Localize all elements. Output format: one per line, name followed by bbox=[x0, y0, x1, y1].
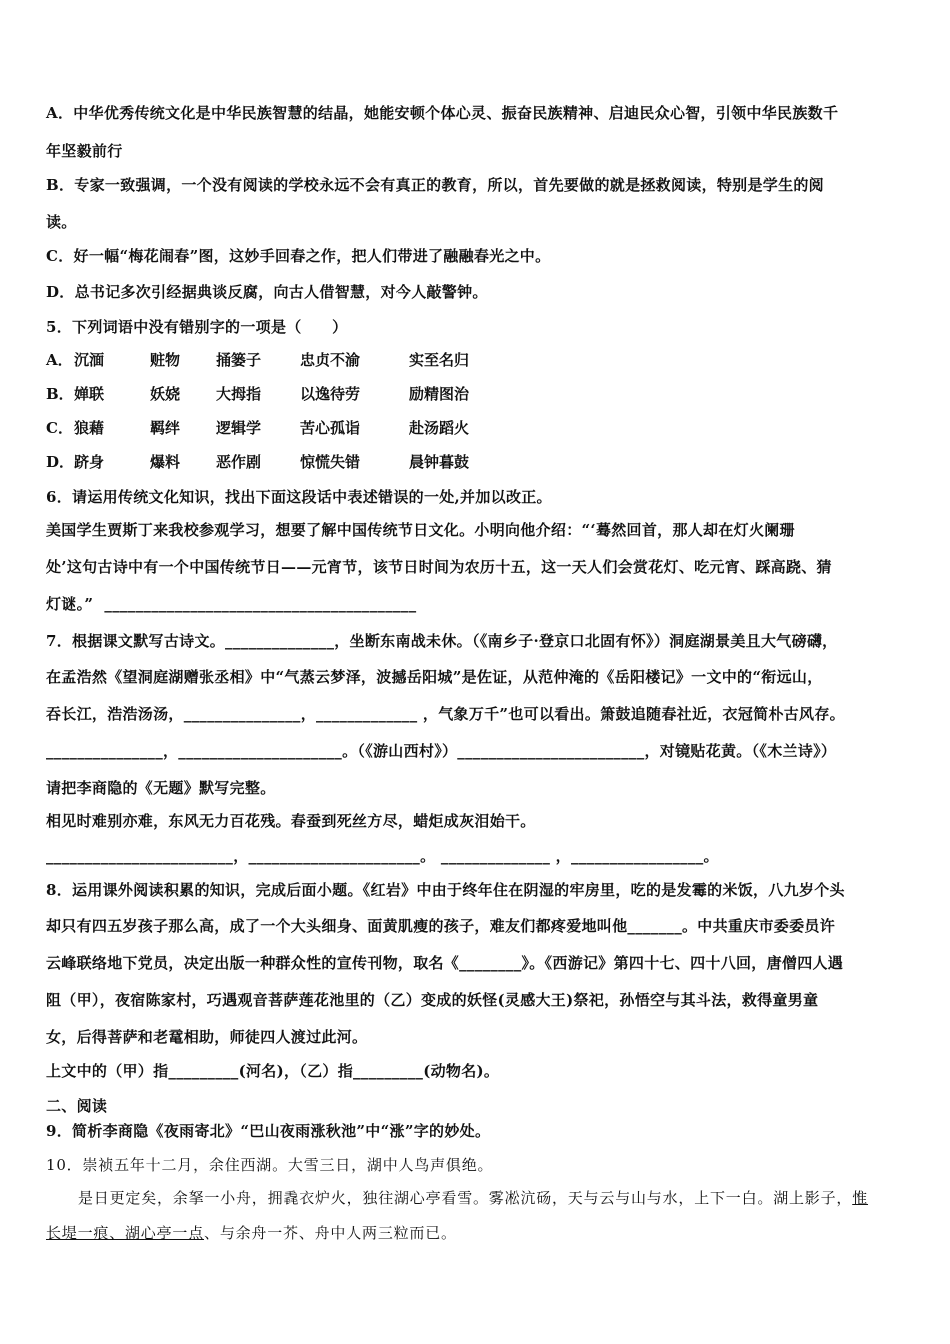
option-label: B． bbox=[46, 176, 75, 194]
q4-option-b-line2: 读。 bbox=[46, 213, 77, 231]
option-label: A． bbox=[46, 104, 74, 122]
q4-option-b-line1: B．专家一致强调，一个没有阅读的学校永远不会有真正的教育，所以，首先要做的就是拯救阅读，特别是学生的阅 bbox=[46, 176, 824, 194]
q9-stem: 9．简析李商隐《夜雨寄北》“巴山夜雨涨秋池”中“涨”字的妙处。 bbox=[46, 1122, 491, 1140]
underlined-text: 长堤一痕、湖心亭一点 bbox=[46, 1224, 205, 1242]
word: 苦心孤诣 bbox=[300, 419, 361, 437]
option-label: D． bbox=[46, 283, 75, 301]
q4-option-d: D．总书记多次引经据典谈反腐，向古人借智慧，对今人敲警钟。 bbox=[46, 283, 488, 301]
word: 婵联 bbox=[74, 385, 105, 403]
word: 实至名归 bbox=[409, 351, 470, 369]
word: 逻辑学 bbox=[216, 419, 262, 437]
option-label: D． bbox=[46, 453, 75, 471]
word: 大拇指 bbox=[216, 385, 262, 403]
option-label: C． bbox=[46, 247, 74, 265]
word: 爆料 bbox=[150, 453, 181, 471]
q7-line2: 在孟浩然《望洞庭湖赠张丞相》中“气蒸云梦泽，波撼岳阳城”是佐证，从范仲淹的《岳阳楼记》一文中的“衔远山， bbox=[46, 668, 823, 686]
option-label: B． bbox=[46, 385, 74, 403]
word: 晨钟暮鼓 bbox=[409, 453, 470, 471]
q7-line4: _______________，_____________________。（《游山西村》）________________________，对镜贴花黄。（《木兰诗》） bbox=[46, 742, 837, 760]
q6-line2: 处’这句古诗中有一个中国传统节日——元宵节，该节日时间为农历十五，这一天人们会赏花灯、吃元宵、踩高跷、猜 bbox=[46, 558, 832, 576]
word: 妖娆 bbox=[150, 385, 181, 403]
word: 惊慌失错 bbox=[300, 453, 361, 471]
q10-stem: 10．崇祯五年十二月，余住西湖。大雪三日，湖中人鸟声俱绝。 bbox=[46, 1156, 494, 1174]
word: 以逸待劳 bbox=[300, 385, 361, 403]
word: 沉湎 bbox=[74, 351, 105, 369]
underlined-text: 惟 bbox=[852, 1189, 869, 1207]
q10-passage-line1: 是日更定矣，余拏一小舟，拥毳衣炉火，独往湖心亭看雪。雾凇沆砀，天与云与山与水，上下一白。湖上影子，惟 bbox=[78, 1189, 869, 1207]
q5-stem: 5．下列词语中没有错别字的一项是（ ） bbox=[46, 318, 348, 336]
option-label: C． bbox=[46, 419, 73, 437]
word: 跻身 bbox=[74, 453, 105, 471]
q4-option-a-line2: 年坚毅前行 bbox=[46, 142, 123, 160]
word: 捅篓子 bbox=[216, 351, 262, 369]
answer-blank[interactable]: ________________________________________ bbox=[104, 595, 417, 613]
q6-line1: 美国学生贾斯丁来我校参观学习，想要了解中国传统节日文化。小明向他介绍：“‘蓦然回首，那人却在灯火阑珊 bbox=[46, 521, 795, 539]
q4-option-c: C．好一幅“梅花闹春”图，这妙手回春之作，把人们带进了融融春光之中。 bbox=[46, 247, 551, 265]
q7-line7: ________________________，______________________。 ______________ ，_________________。 bbox=[46, 847, 719, 865]
word: 赃物 bbox=[150, 351, 181, 369]
q8-line6: 上文中的（甲）指_________(河名)，（乙）指_________(动物名)。 bbox=[46, 1062, 500, 1080]
word: 恶作剧 bbox=[216, 453, 262, 471]
section-title: 二、阅读 bbox=[46, 1097, 108, 1115]
q10-passage-line2: 长堤一痕、湖心亭一点、与余舟一芥、舟中人两三粒而已。 bbox=[46, 1224, 457, 1242]
word: 狼藉 bbox=[74, 419, 105, 437]
q7-line6: 相见时难别亦难，东风无力百花残。春蚕到死丝方尽，蜡炬成灰泪始干。 bbox=[46, 812, 536, 830]
word: 忠贞不渝 bbox=[300, 351, 361, 369]
q8-line5: 女，后得菩萨和老鼋相助，师徒四人渡过此河。 bbox=[46, 1028, 368, 1046]
word: 励精图治 bbox=[409, 385, 470, 403]
q8-line4: 阻（甲），夜宿陈家村，巧遇观音菩萨莲花池里的（乙）变成的妖怪(灵感大王)祭祀，孙悟空与其斗法，救得童男童 bbox=[46, 991, 819, 1009]
q8-line1: 8．运用课外阅读积累的知识，完成后面小题。《红岩》中由于终年住在阴湿的牢房里，吃的是发霉的米饭，八九岁个头 bbox=[46, 881, 845, 899]
q6-stem: 6．请运用传统文化知识，找出下面这段话中表述错误的一处,并加以改正。 bbox=[46, 488, 552, 506]
q7-line5: 请把李商隐的《无题》默写完整。 bbox=[46, 779, 276, 797]
q4-option-a-line1: A．中华优秀传统文化是中华民族智慧的结晶，她能安顿个体心灵、振奋民族精神、启迪民众心智，引领中华民族数千 bbox=[46, 104, 839, 122]
word: 赴汤蹈火 bbox=[409, 419, 470, 437]
q6-line3: 灯谜。” ________________________________________ bbox=[46, 595, 417, 613]
q8-line3: 云峰联络地下党员，决定出版一种群众性的宣传刊物，取名《________》。《西游记》第四十七、四十八回，唐僧四人遇 bbox=[46, 954, 844, 972]
option-label: A． bbox=[46, 351, 73, 369]
q7-line3: 吞长江，浩浩汤汤，_______________，_____________ ，气象万千”也可以看出。箫鼓追随春社近，衣冠简朴古风存。 bbox=[46, 705, 845, 723]
q7-line1: 7．根据课文默写古诗文。______________，坐断东南战未休。（《南乡子·登京口北固有怀》）洞庭湖景美且大气磅礴， bbox=[46, 632, 838, 650]
word: 羁绊 bbox=[150, 419, 181, 437]
q8-line2: 却只有四五岁孩子那么高，成了一个大头细身、面黄肌瘦的孩子，难友们都疼爱地叫他_______。中共重庆市委委员许 bbox=[46, 917, 836, 935]
